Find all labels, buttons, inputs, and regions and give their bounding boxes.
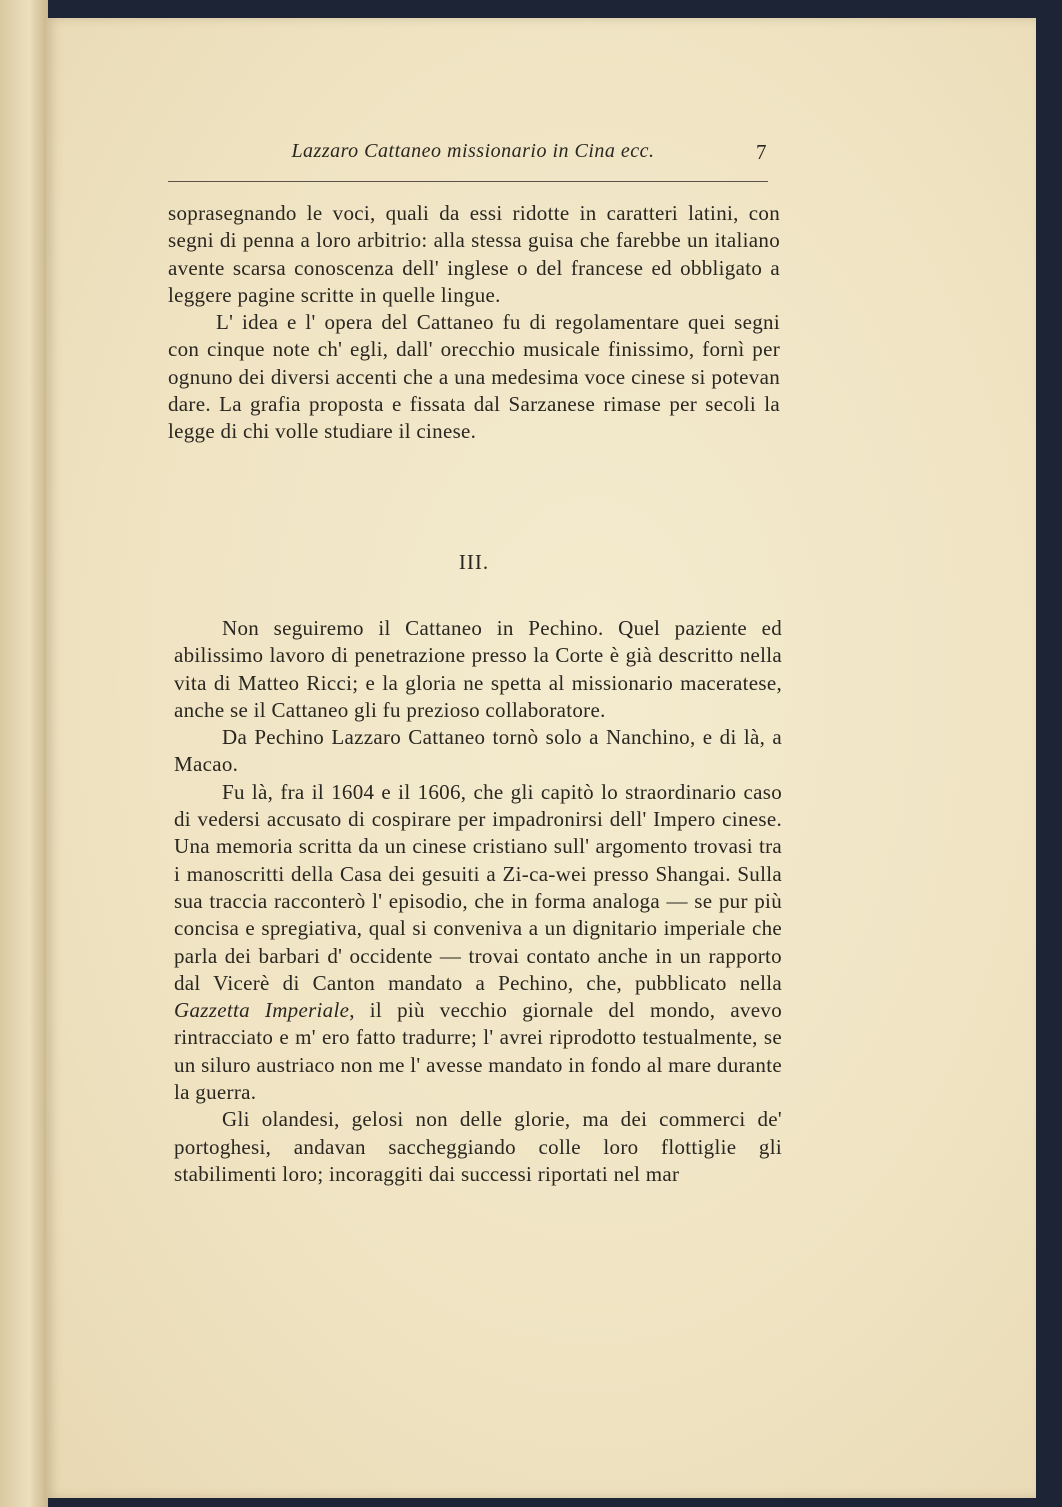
paragraph: Da Pechino Lazzaro Cattaneo tornò solo a Nanchino, e di là, a Macao. xyxy=(174,725,782,777)
book-page xyxy=(44,18,1036,1498)
paragraph-text: il più vecchio giornale del mondo, avevo rintracciato e m' ero fatto tradurre; l' avrei riprodotto testualmente, se un siluro austriaco non me l' avesse mandato in fondo al mare durante la guerra. xyxy=(174,998,782,1105)
paragraph: Non seguiremo il Cattaneo in Pechino. Quel paziente ed abilissimo lavoro di penetrazione presso la Corte è già descritto nella vita di Matteo Ricci; e la gloria ne spetta al missionario maceratese, anche se il Cattaneo gli fu prezioso collaboratore. xyxy=(174,616,782,722)
paragraph-text: Fu là, fra il 1604 e il 1606, che gli capitò lo straordinario caso di vedersi accusato di cospirare per impadronirsi dell' Impero cinese. Una memoria scritta da un cinese cristiano sull' argomento trovasi tra i manoscritti della Casa dei gesuiti a Zi-ca-wei presso Shangai. Sulla sua traccia racconterò l' episodio, che in forma analoga — se pur più concisa e spregiativa, qual si conveniva a un dignitario imperiale che parla dei barbari d' occidente — trovai contato anche in un rapporto dal Vicerè di Canton mandato a Pechino, che, pubblicato nella xyxy=(174,779,782,995)
text-block-bottom xyxy=(174,615,782,1188)
newspaper-title: Gazzetta Imperiale, xyxy=(174,998,355,1023)
paragraph: Gli olandesi, gelosi non delle glorie, ma dei commerci de' portoghesi, andavan saccheggiando colle loro flottiglie gli stabilimenti loro; incoraggiti dai successi riportati nel mar xyxy=(174,1107,782,1186)
paragraph xyxy=(174,779,782,1107)
section-title: III. xyxy=(458,550,490,574)
running-title: Lazzaro Cattaneo missionario in Cina ecc. xyxy=(291,140,655,162)
text-block-top xyxy=(168,200,780,446)
paragraph: soprasegnando le voci, quali da essi ridotte in caratteri latini, con segni di penna a loro arbitrio: alla stessa guisa che farebbe un italiano avente scarsa conoscenza dell' inglese o del francese ed obbligato a leggere pagine scritte in quelle lingue. xyxy=(168,201,780,307)
paragraph: L' idea e l' opera del Cattaneo fu di regolamentare quei segni con cinque note ch' egli, dall' orecchio musicale finissimo, fornì per ognuno dei diversi accenti che a una medesima voce cinese si potevan dare. La grafia proposta e fissata dal Sarzanese rimase per secoli la legge di chi volle studiare il cinese. xyxy=(168,310,780,444)
page-number: 7 xyxy=(756,140,767,164)
book-binding xyxy=(0,0,48,1507)
header-rule xyxy=(168,181,768,182)
